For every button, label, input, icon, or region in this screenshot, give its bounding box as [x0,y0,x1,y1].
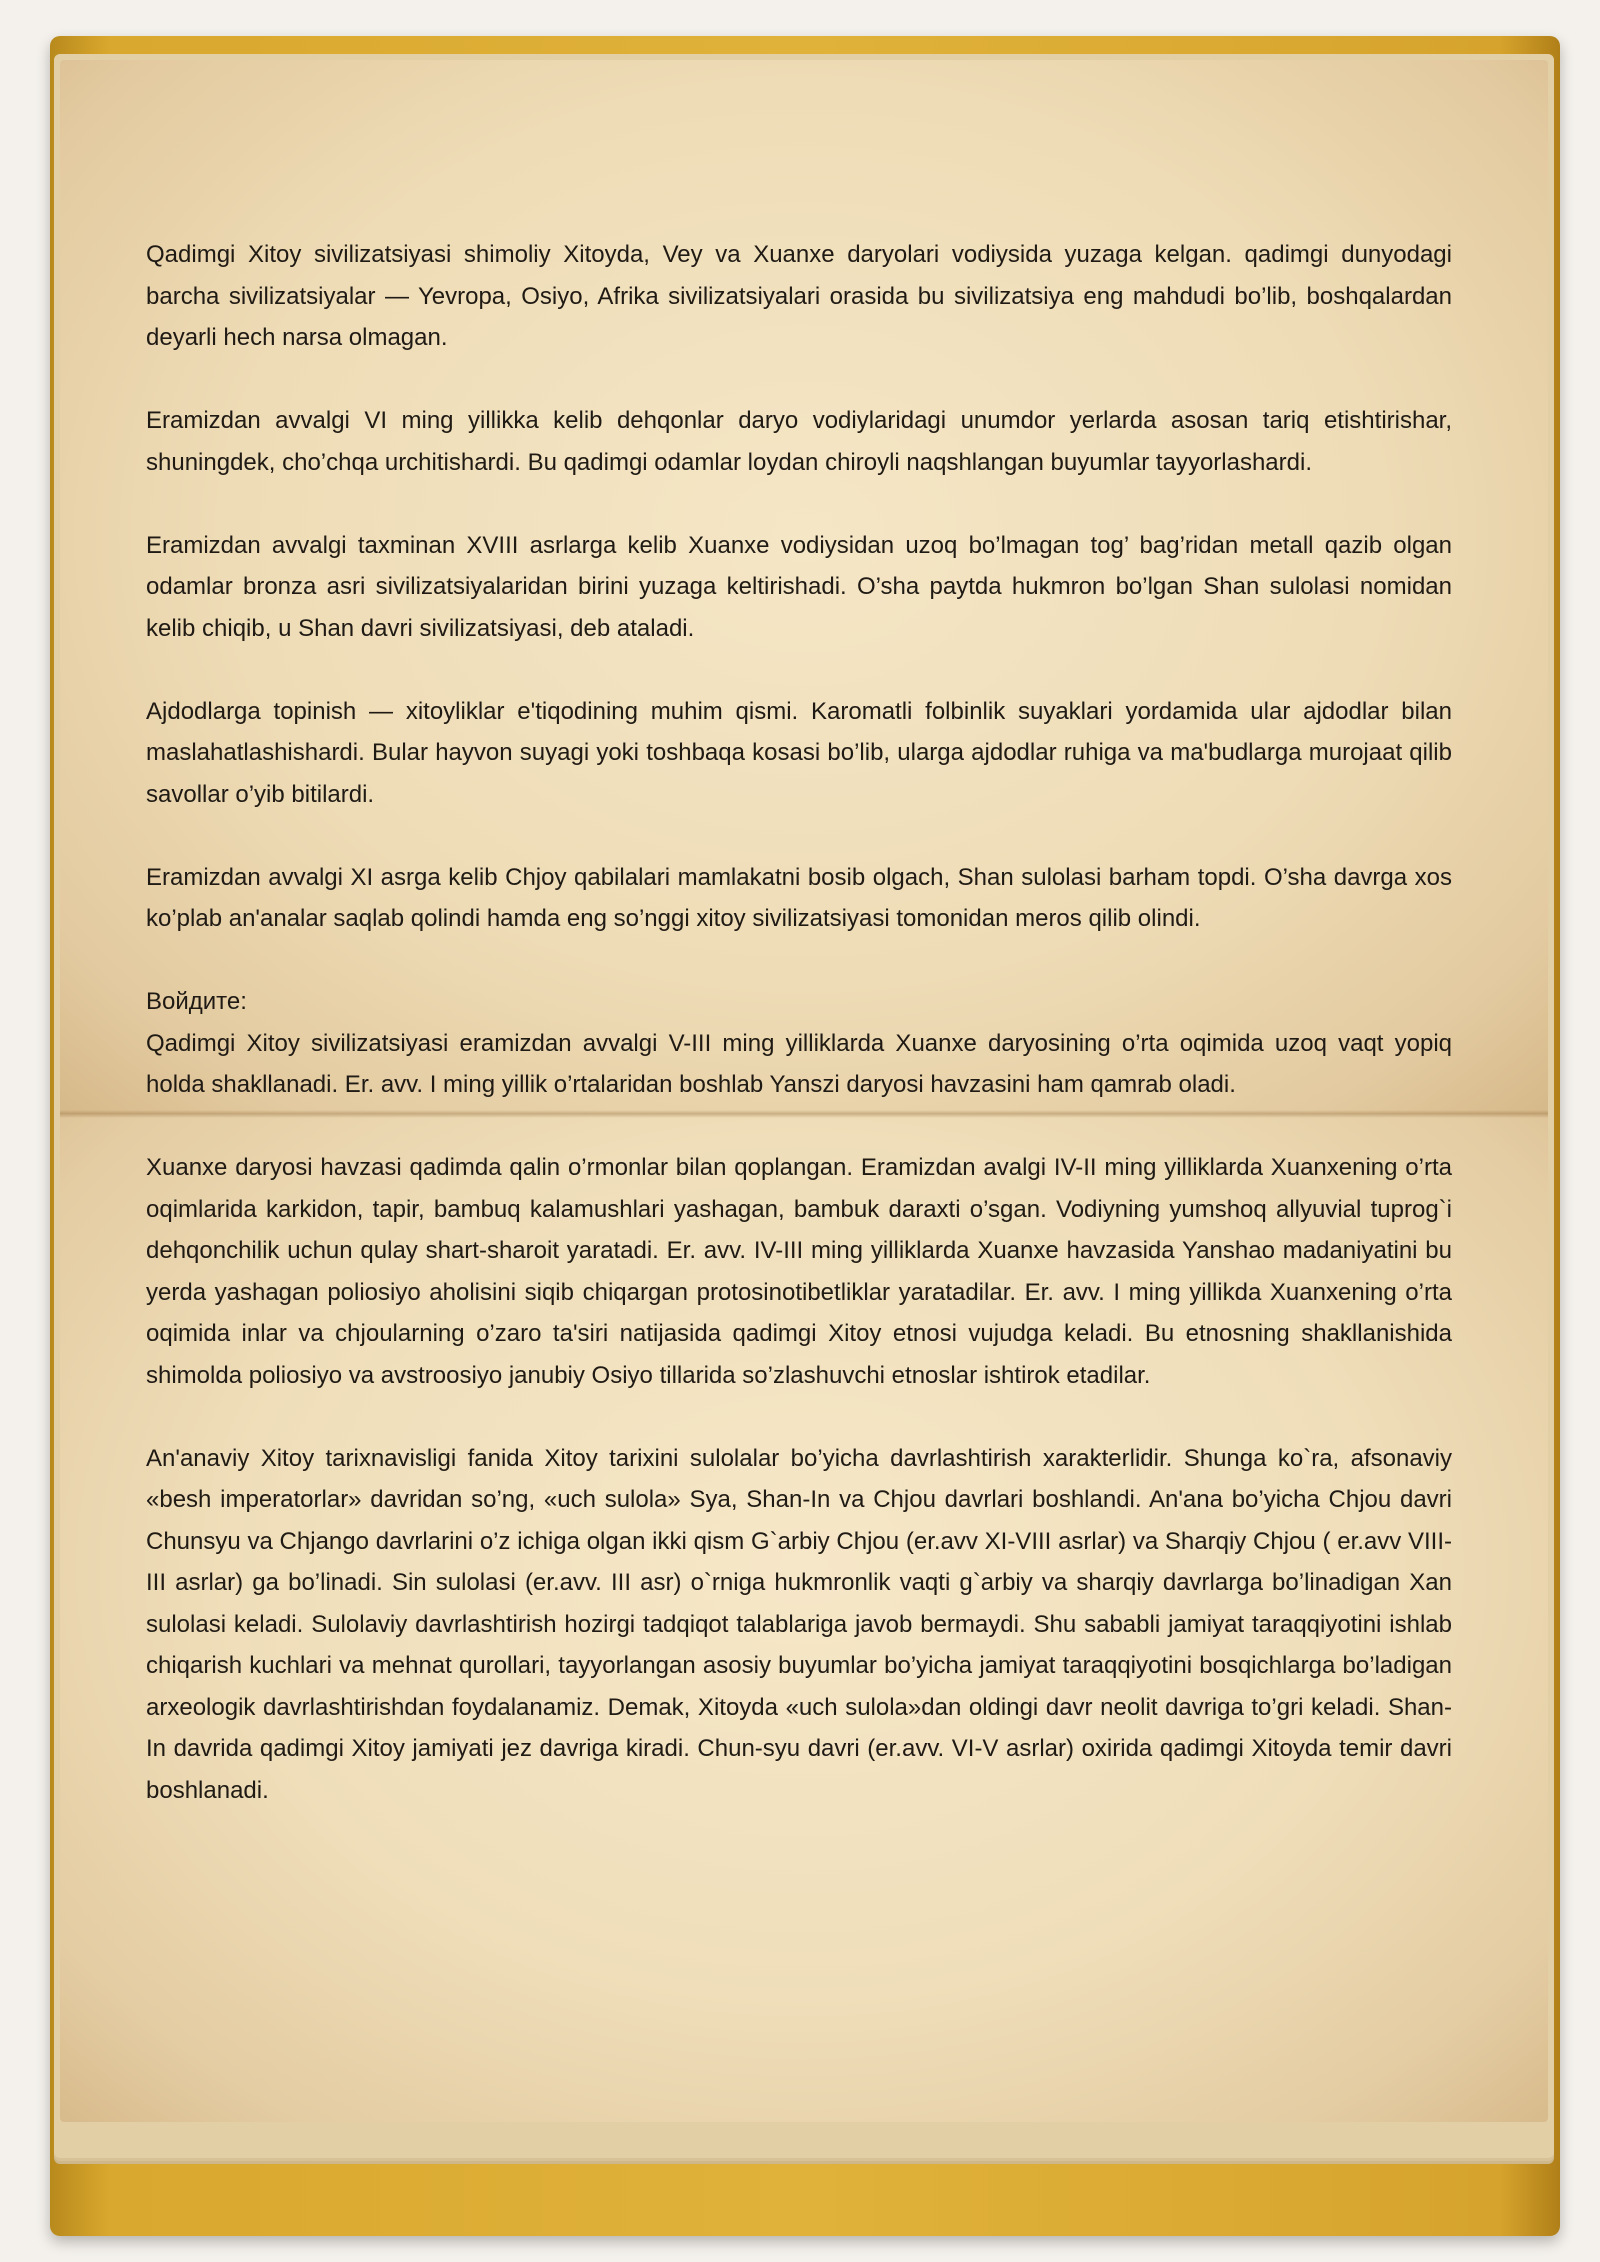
paragraph: Eramizdan avvalgi XI asrga kelib Chjoy qabilalari mamlakatni bosib olgach, Shan sulolasi barham topdi. O’sha davrga xos ko’plab an'analar saqlab qolindi hamda eng so’nggi xitoy sivilizatsiyasi tomonidan meros qilib olindi. [146,863,1452,932]
section-label: Войдите: [146,988,247,1015]
paragraph: Ajdodlarga topinish — xitoyliklar e'tiqodining muhim qismi. Karomatli folbinlik suyaklari yordamida ular ajdodlar bilan maslahatlashishardi. Bular hayvon suyagi yoki toshbaqa kosasi bo’lib, ularga ajdodlar ruhiga va ma'budlarga murojaat qilib savollar o’yib bitilardi. [146,697,1452,808]
paragraph: An'anaviy Xitoy tarixnavisligi fanida Xitoy tarixini sulolalar bo’yicha davrlashtirish xarakterlidir. Shunga ko`ra, afsonaviy «besh imperatorlar» davridan so’ng, «uch sulola» Sya, Shan-In va Chjou davrlari boshlandi. An'ana bo’yicha Chjou davri Chunsyu va Chjango davrlarini o’z ichiga olgan ikki qism G`arbiy Chjou (er.avv XI-VIII asrlar) va Sharqiy Chjou ( er.avv VIII-III asrlar) ga bo’linadi. Sin sulolasi (er.avv. III asr) o`rniga hukmronlik vaqti g`arbiy va sharqiy davrlarga bo’linadigan Xan sulolasi keladi. Sulolaviy davrlashtirish hozirgi tadqiqot talablariga javob bermaydi. Shu sababli jamiyat taraqqiyotini ishlab chiqarish kuchlari va mehnat qurollari, tayyorlangan asosiy buyumlar bo’yicha jamiyat taraqqiyotini bosqichlarga bo’ladigan arxeologik davrlashtirishdan foydalanamiz. Demak, Xitoyda «uch sulola»dan oldingi davr neolit davriga to’gri keladi. Shan-In davrida qadimgi Xitoy jamiyati jez davriga kiradi. Chun-syu davri (er.avv. VI-V asrlar) oxirida qadimgi Xitoyda temir davri boshlanadi. [146,1444,1452,1804]
document-body [146,234,1452,1853]
paragraph: Qadimgi Xitoy sivilizatsiyasi eramizdan avvalgi V-III ming yilliklarda Xuanxe daryosining o’rta oqimida uzoq vaqt yopiq holda shakllanadi. Er. avv. I ming yillik o’rtalaridan boshlab Yanszi daryosi havzasini ham qamrab oladi. [146,1029,1452,1098]
paragraph: Eramizdan avvalgi taxminan XVIII asrlarga kelib Xuanxe vodiysidan uzoq bo’lmagan tog’ bag’ridan metall qazib olgan odamlar bronza asri sivilizatsiyalaridan birini yuzaga keltirishadi. O’sha paytda hukmron bo’lgan Shan sulolasi nomidan kelib chiqib, u Shan davri sivilizatsiyasi, deb ataladi. [146,531,1452,642]
paragraph: Xuanxe daryosi havzasi qadimda qalin o’rmonlar bilan qoplangan. Eramizdan avalgi IV-II ming yilliklarda Xuanxening o’rta oqimlarida karkidon, tapir, bambuq kalamushlari yashagan, bambuk daraxti o’sgan. Vodiyning yumshoq allyuvial tuprog`i dehqonchilik uchun qulay shart-sharoit yaratadi. Er. avv. IV-III ming yilliklarda Xuanxe havzasida Yanshao madaniyatini bu yerda yashagan poliosiyo aholisini siqib chiqargan protosinotibetliklar yaratadilar. Er. avv. I ming yillikda Xuanxening o’rta oqimida inlar va chjoularning o’zaro ta'siri natijasida qadimgi Xitoy etnosi vujudga keladi. Bu etnosning shakllanishida shimolda poliosiyo va avstroosiyo janubiy Osiyo tillarida so’zlashuvchi etnoslar ishtirok etadilar. [146,1154,1452,1389]
paragraph: Eramizdan avvalgi VI ming yillikka kelib dehqonlar daryo vodiylaridagi unumdor yerlarda asosan tariq etishtirishar, shuningdek, cho’chqa urchitishardi. Bu qadimgi odamlar loydan chiroyli naqshlangan buyumlar tayyorlashardi. [146,407,1452,476]
paragraph: Qadimgi Xitoy sivilizatsiyasi shimoliy Xitoyda, Vey va Xuanxe daryolari vodiysida yuzaga kelgan. qadimgi dunyodagi barcha sivilizatsiyalar — Yevropa, Osiyo, Afrika sivilizatsiyalari orasida bu sivilizatsiya eng mahdudi bo’lib, boshqalardan deyarli hech narsa olmagan. [146,241,1452,351]
